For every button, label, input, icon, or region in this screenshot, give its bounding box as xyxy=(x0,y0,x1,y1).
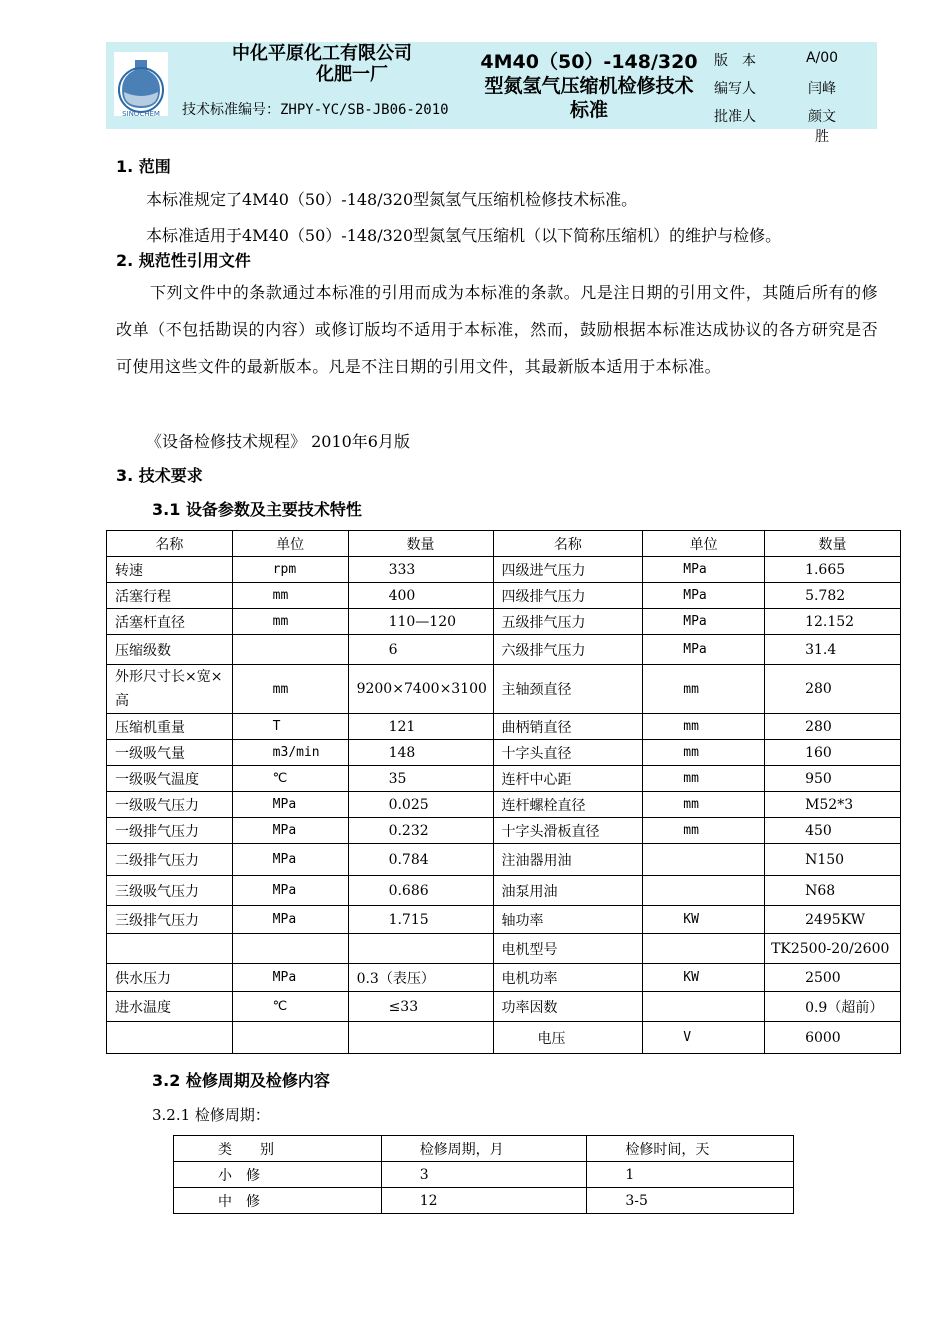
table-header-cell: 名称 xyxy=(493,531,643,557)
table-cell: mm xyxy=(232,583,348,609)
table-cell xyxy=(348,1022,493,1054)
table-cell: 1 xyxy=(587,1162,794,1188)
table-header-cell: 数量 xyxy=(348,531,493,557)
svg-text:SINOCHEM: SINOCHEM xyxy=(122,110,160,118)
table-cell: 5.782 xyxy=(765,583,901,609)
table-cell: 六级排气压力 xyxy=(493,635,643,665)
table-cell: 功率因数 xyxy=(493,992,643,1022)
table-cell xyxy=(107,1022,233,1054)
table-header-row xyxy=(107,531,901,557)
section-3-2-heading: 3.2 检修周期及检修内容 xyxy=(152,1071,330,1090)
table-cell: 280 xyxy=(765,714,901,740)
table-row xyxy=(107,964,901,992)
table-cell: 轴功率 xyxy=(493,906,643,934)
meta-approver-label: 批准人 xyxy=(714,109,756,125)
meta-author-value: 闫峰 xyxy=(808,81,836,97)
table-cell: 1.715 xyxy=(348,906,493,934)
table-cell: 6000 xyxy=(765,1022,901,1054)
table-row xyxy=(107,1022,901,1054)
table-cell: 2500 xyxy=(765,964,901,992)
table-cell: 曲柄销直径 xyxy=(493,714,643,740)
table-cell: M52*3 xyxy=(765,792,901,818)
table-cell xyxy=(643,934,765,964)
table-cell: 450 xyxy=(765,818,901,844)
table-cell: mm xyxy=(643,740,765,766)
table-cell: KW xyxy=(643,964,765,992)
table-cell: 110—120 xyxy=(348,609,493,635)
table-cell: 一级吸气量 xyxy=(107,740,233,766)
meta-author-label: 编写人 xyxy=(714,81,756,97)
table-cell: 35 xyxy=(348,766,493,792)
table-row xyxy=(107,766,901,792)
table-cell: MPa xyxy=(643,557,765,583)
table-cell: mm xyxy=(643,792,765,818)
table-row xyxy=(107,583,901,609)
table-cell: mm xyxy=(643,714,765,740)
table-cell: 一级吸气压力 xyxy=(107,792,233,818)
table-cell: 供水压力 xyxy=(107,964,233,992)
table-cell: N150 xyxy=(765,844,901,876)
table-cell: MPa xyxy=(643,635,765,665)
table-cell: 一级排气压力 xyxy=(107,818,233,844)
table-row xyxy=(107,934,901,964)
table-cell: 950 xyxy=(765,766,901,792)
table-cell: 148 xyxy=(348,740,493,766)
table-cell xyxy=(232,1022,348,1054)
company-line-1: 中化平原化工有限公司 xyxy=(232,43,412,64)
table-cell xyxy=(348,934,493,964)
table-cell: MPa xyxy=(232,818,348,844)
table-cell: MPa xyxy=(232,844,348,876)
table-cell: 二级排气压力 xyxy=(107,844,233,876)
table-cell: 280 xyxy=(765,665,901,714)
table-cell: 连杆螺栓直径 xyxy=(493,792,643,818)
table-cell: 十字头滑板直径 xyxy=(493,818,643,844)
table-cell: 电机功率 xyxy=(493,964,643,992)
table-cell: 四级进气压力 xyxy=(493,557,643,583)
table-row xyxy=(107,792,901,818)
table-cell: rpm xyxy=(232,557,348,583)
table-cell xyxy=(643,992,765,1022)
table-cell: 油泵用油 xyxy=(493,876,643,906)
table-cell: mm xyxy=(643,818,765,844)
table-cell: 12.152 xyxy=(765,609,901,635)
table-cell: 0.025 xyxy=(348,792,493,818)
table-cell: 三级排气压力 xyxy=(107,906,233,934)
section-1-paragraph-2: 本标准适用于4M40（50）-148/320型氮氢气压缩机（以下简称压缩机）的维护与检修。 xyxy=(146,226,782,245)
table-row xyxy=(107,714,901,740)
table-cell: 0.686 xyxy=(348,876,493,906)
section-1-paragraph-1: 本标准规定了4M40（50）-148/320型氮氢气压缩机检修技术标准。 xyxy=(146,190,638,209)
reference-document: 《设备检修技术规程》 2010年6月版 xyxy=(146,432,410,451)
company-line-2: 化肥一厂 xyxy=(316,64,388,85)
table-cell xyxy=(232,934,348,964)
table-header-cell: 单位 xyxy=(643,531,765,557)
table-cell: 0.3（表压） xyxy=(348,964,493,992)
table-cell: 1.665 xyxy=(765,557,901,583)
section-3-1-heading: 3.1 设备参数及主要技术特性 xyxy=(152,500,362,519)
section-2-heading: 2. 规范性引用文件 xyxy=(116,251,251,270)
table-cell: 活塞行程 xyxy=(107,583,233,609)
table-cell: 十字头直径 xyxy=(493,740,643,766)
table-cell: 3 xyxy=(381,1162,587,1188)
table-cell: mm xyxy=(643,766,765,792)
table-cell: 五级排气压力 xyxy=(493,609,643,635)
table-cell: 三级吸气压力 xyxy=(107,876,233,906)
table-cell: ℃ xyxy=(232,992,348,1022)
table-row xyxy=(107,635,901,665)
table-cell: 121 xyxy=(348,714,493,740)
document-title: 4M40（50）-148/320型氮氢气压缩机检修技术标准 xyxy=(480,51,698,121)
table-cell: MPa xyxy=(643,583,765,609)
equipment-parameters-table xyxy=(106,530,901,1054)
table-cell: 0.784 xyxy=(348,844,493,876)
table-cell: MPa xyxy=(232,964,348,992)
table-cell: 3-5 xyxy=(587,1188,794,1214)
table-cell: mm xyxy=(232,609,348,635)
table-cell: 进水温度 xyxy=(107,992,233,1022)
table-cell: 31.4 xyxy=(765,635,901,665)
table-cell: 压缩级数 xyxy=(107,635,233,665)
table-header-cell: 类 别 xyxy=(174,1136,382,1162)
table-row xyxy=(107,818,901,844)
table-cell: 2495KW xyxy=(765,906,901,934)
table-row xyxy=(107,557,901,583)
table-cell: 一级吸气温度 xyxy=(107,766,233,792)
table-cell: 12 xyxy=(381,1188,587,1214)
table-cell: 电压 xyxy=(493,1022,643,1054)
sinochem-logo xyxy=(112,50,170,118)
table-cell: 四级排气压力 xyxy=(493,583,643,609)
table-cell: T xyxy=(232,714,348,740)
table-cell: 电机型号 xyxy=(493,934,643,964)
table-row xyxy=(107,906,901,934)
table-cell: KW xyxy=(643,906,765,934)
table-cell: 中 修 xyxy=(174,1188,382,1214)
section-3-2-1-heading: 3.2.1 检修周期： xyxy=(152,1106,270,1124)
table-cell: TK2500-20/2600 xyxy=(765,934,901,964)
section-1-heading: 1. 范围 xyxy=(116,157,171,176)
table-row xyxy=(107,844,901,876)
table-cell: MPa xyxy=(643,609,765,635)
company-name xyxy=(182,43,462,85)
table-row xyxy=(107,609,901,635)
table-row xyxy=(107,740,901,766)
table-cell: 小 修 xyxy=(174,1162,382,1188)
table-cell: 0.232 xyxy=(348,818,493,844)
table-cell: mm xyxy=(232,665,348,714)
table-header-cell: 名称 xyxy=(107,531,233,557)
table-cell xyxy=(232,635,348,665)
table-cell: 0.9（超前） xyxy=(765,992,901,1022)
table-cell xyxy=(643,876,765,906)
table-cell: mm xyxy=(643,665,765,714)
table-cell: 外形尺寸长×宽×高 xyxy=(107,665,233,714)
table-cell: 转速 xyxy=(107,557,233,583)
table-header-cell: 检修周期，月 xyxy=(381,1136,587,1162)
table-header-cell: 检修时间，天 xyxy=(587,1136,794,1162)
table-cell: 333 xyxy=(348,557,493,583)
section-2-paragraph: 下列文件中的条款通过本标准的引用而成为本标准的条款。凡是注日期的引用文件，其随后所有的修改单（不包括勘误的内容）或修订版均不适用于本标准，然而，鼓励根据本标准达成协议的各方研究是否可使用这些文件的最新版本。凡是不注日期的引用文件，其最新版本适用于本标准。 xyxy=(116,283,878,376)
table-row xyxy=(107,876,901,906)
table-cell: ℃ xyxy=(232,766,348,792)
table-row xyxy=(107,665,901,714)
table-cell: m3/min xyxy=(232,740,348,766)
table-header-cell: 单位 xyxy=(232,531,348,557)
table-cell: 400 xyxy=(348,583,493,609)
maintenance-cycle-table xyxy=(173,1135,794,1214)
table-cell xyxy=(107,934,233,964)
table-row xyxy=(174,1162,794,1188)
table-cell: V xyxy=(643,1022,765,1054)
table-cell: MPa xyxy=(232,876,348,906)
table-cell: 主轴颈直径 xyxy=(493,665,643,714)
meta-version-label: 版 本 xyxy=(714,53,756,69)
meta-approver-value: 颜文胜 xyxy=(808,109,836,145)
table-row xyxy=(174,1188,794,1214)
standard-number: 技术标准编号：ZHPY-YC/SB-JB06-2010 xyxy=(182,102,449,118)
table-cell: 压缩机重量 xyxy=(107,714,233,740)
table-cell: 9200×7400×3100 xyxy=(348,665,493,714)
table-header-cell: 数量 xyxy=(765,531,901,557)
table-cell xyxy=(643,844,765,876)
table-row xyxy=(107,992,901,1022)
table-cell: 连杆中心距 xyxy=(493,766,643,792)
table-cell: MPa xyxy=(232,792,348,818)
table-cell: ≤33 xyxy=(348,992,493,1022)
section-3-heading: 3. 技术要求 xyxy=(116,466,203,485)
meta-version-value: A/00 xyxy=(805,50,839,66)
table-header-row xyxy=(174,1136,794,1162)
table-cell: N68 xyxy=(765,876,901,906)
table-cell: 注油器用油 xyxy=(493,844,643,876)
table-cell: 160 xyxy=(765,740,901,766)
table-cell: 6 xyxy=(348,635,493,665)
table-cell: MPa xyxy=(232,906,348,934)
table-cell: 活塞杆直径 xyxy=(107,609,233,635)
